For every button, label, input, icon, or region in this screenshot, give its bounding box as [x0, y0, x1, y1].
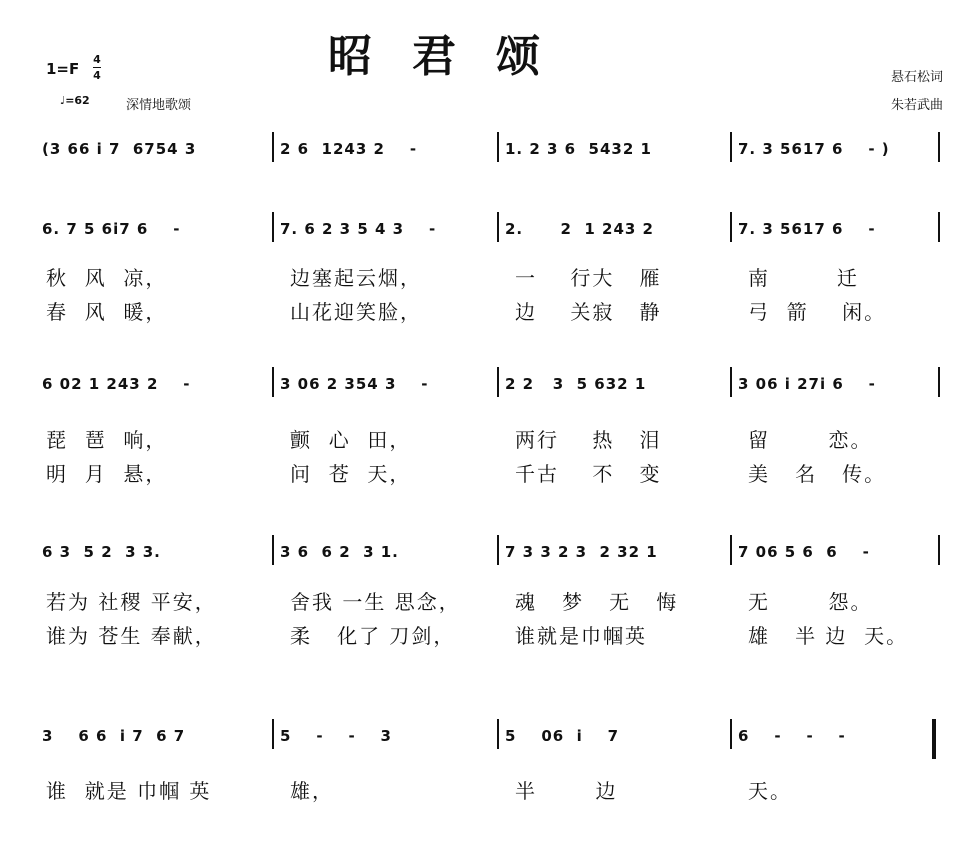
bar-line [938, 535, 940, 565]
lyric-segment: 谁 就是 巾帼 英 [46, 779, 212, 803]
bar-line [497, 132, 499, 162]
measure: 6 - - - [738, 727, 846, 745]
lyric-segment: 魂 梦 无 悔 [515, 590, 679, 614]
lyric-segment: 秋 风 凉， [46, 266, 168, 290]
bar-line [730, 132, 732, 162]
measure: 2 6 1243 2 - [280, 140, 418, 158]
bar-line [497, 367, 499, 397]
lyric-segment: 天。 [748, 779, 792, 803]
expression-marking: 深情地歌颂 [126, 98, 192, 113]
final-bar-line [932, 719, 936, 759]
bar-line [497, 212, 499, 242]
measure: 7 3 3 2 3 2 32 1 [505, 543, 658, 561]
lyric-segment: 明 月 悬， [46, 462, 168, 486]
lyric-segment: 边塞起云烟， [290, 266, 422, 290]
measure: 7 06 5 6 6 - [738, 543, 870, 561]
lyric-segment: 留 恋。 [748, 428, 873, 452]
measure: 1. 2 3 6 5432 1 [505, 140, 652, 158]
measure: 5 06 i 7 [505, 727, 620, 745]
bar-line [730, 719, 732, 749]
lyric-segment: 一 行大 雁 [515, 266, 662, 290]
bar-line [272, 719, 274, 749]
lyric-segment: 谁为 苍生 奉献， [46, 624, 217, 648]
lyric-segment: 两行 热 泪 [515, 428, 662, 452]
key-signature: 1=F [46, 60, 80, 78]
lyric-segment: 半 边 [515, 779, 618, 803]
lyric-segment: 柔 化了 刀剑， [290, 624, 456, 648]
time-top: 4 [93, 53, 101, 66]
lyric-segment: 千古 不 变 [515, 462, 662, 486]
measure: 2 2 3 5 632 1 [505, 375, 647, 393]
measure: 3 06 2 354 3 - [280, 375, 429, 393]
lyric-segment: 谁就是巾帼英 [515, 624, 647, 648]
lyric-segment: 边 关寂 静 [515, 300, 662, 324]
bar-line [272, 535, 274, 565]
measure: 6 3 5 2 3 3. [42, 543, 161, 561]
measure: (3 66 i 7 6754 3 [42, 140, 197, 158]
bar-line [272, 132, 274, 162]
lyricist: 悬石松词 [890, 70, 943, 85]
lyric-segment: 山花迎笑脸， [290, 300, 422, 324]
lyric-segment: 南 迁 [748, 266, 859, 290]
time-bottom: 4 [93, 69, 101, 82]
lyric-segment: 雄 半 边 天。 [748, 624, 909, 648]
time-signature [93, 52, 101, 83]
bar-line [938, 212, 940, 242]
measure: 6. 7 5 6i7 6 - [42, 220, 181, 238]
measure: 2. 2 1 243 2 [505, 220, 654, 238]
measure: 3 6 6 i 7 6 7 [42, 727, 186, 745]
measure: 7. 3 5617 6 - [738, 220, 876, 238]
bar-line [272, 367, 274, 397]
lyric-segment: 雄， [290, 779, 334, 803]
bar-line [938, 367, 940, 397]
lyric-segment: 问 苍 天， [290, 462, 412, 486]
lyric-segment: 舍我 一生 思念， [290, 590, 461, 614]
lyric-segment: 琵 琶 响， [46, 428, 168, 452]
bar-line [272, 212, 274, 242]
composer: 朱若武曲 [890, 98, 943, 113]
measure: 3 06 i 27i 6 - [738, 375, 876, 393]
bar-line [497, 719, 499, 749]
measure: 7. 6 2 3 5 4 3 - [280, 220, 437, 238]
measure: 7. 3 5617 6 - ) [738, 140, 890, 158]
bar-line [730, 212, 732, 242]
lyric-segment: 弓 箭 闲。 [748, 300, 887, 324]
lyric-segment: 颤 心 田， [290, 428, 412, 452]
lyric-segment: 无 怨。 [748, 590, 873, 614]
bar-line [938, 132, 940, 162]
bar-line [730, 367, 732, 397]
tempo-marking: ♩=62 [60, 94, 90, 107]
lyric-segment: 美 名 传。 [748, 462, 887, 486]
measure: 5 - - 3 [280, 727, 392, 745]
bar-line [497, 535, 499, 565]
bar-line [730, 535, 732, 565]
measure: 6 02 1 243 2 - [42, 375, 191, 393]
measure: 3 6 6 2 3 1. [280, 543, 399, 561]
song-title: 昭君颂 [328, 31, 580, 82]
lyric-segment: 若为 社稷 平安， [46, 590, 217, 614]
lyric-segment: 春 风 暖， [46, 300, 168, 324]
